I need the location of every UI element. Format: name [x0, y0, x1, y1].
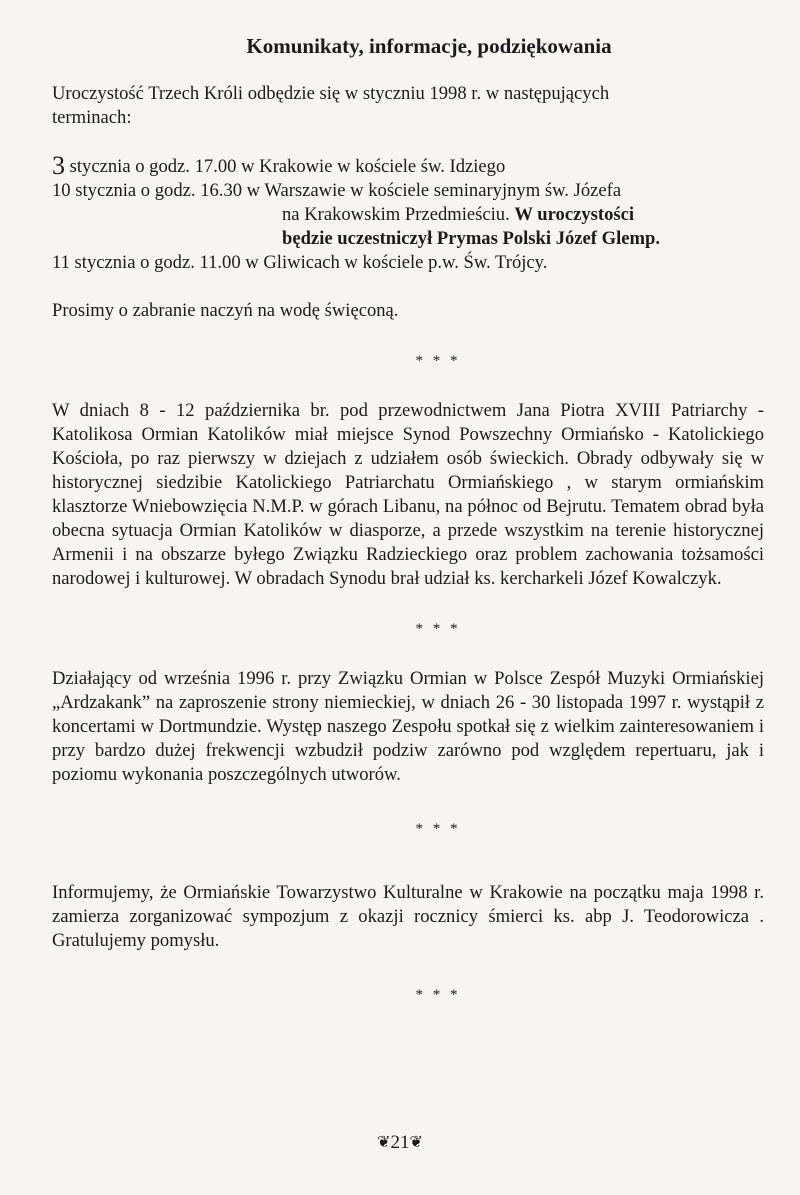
section-epiphany [52, 82, 764, 323]
separator-4: * * * [415, 987, 461, 1003]
entry-text: stycznia o godz. 17.00 w Krakowie w kościele św. Idziego [65, 156, 506, 177]
right-ornament-icon: ❦ [409, 1134, 423, 1151]
section-ensemble-text: Działający od września 1996 r. przy Związku Ormian w Polsce Zespół Muzyki Ormiańskiej „Ardzakank” na zaproszenie strony niemieckiej, w dniach 26 - 30 listopada 1997 r. wystąpił z koncertami w Dortmundzie. Występ naszego Zespołu spotkał się z wielkim zainteresowaniem i przy bardzo dużej frekwencji wzbudził podziw zarówno pod względem repertuaru, jak i poziomu wykonania poszczególnych utworów. [52, 668, 764, 785]
separator-2: * * * [415, 621, 461, 637]
schedule-entry-krakow [52, 151, 764, 180]
document-page [52, 34, 764, 1033]
schedule-entry-warszawa: 10 stycznia o godz. 16.30 w Warszawie w kościele seminaryjnym św. Józefa [52, 180, 622, 201]
schedule-entry-primate-note: będzie uczestniczył Prymas Polski Józef Glemp. [282, 228, 660, 249]
left-ornament-icon: ❦ [377, 1134, 391, 1151]
section-symposium-text: Informujemy, że Ormiańskie Towarzystwo Kulturalne w Krakowie na początku maja 1998 r. zamierza zorganizować sympozjum z okazji rocznicy śmierci ks. abp J. Teodorowicza . Gratulujemy pomysłu. [52, 882, 764, 951]
schedule-entry-warszawa-cont [52, 203, 764, 227]
section-synod-text: W dniach 8 - 12 października br. pod przewodnictwem Jana Piotra XVIII Patriarchy - Katolikosa Ormian Katolików miał miejsce Synod Powszechny Ormiańsko - Katolickiego Kościoła, po raz pierwszy w dziejach z udziałem osób świeckich. Obrady odbywały się w historycznej siedzibie Katolickiego Patriarchatu Ormiańskiego , w starym ormiańskim klasztorze Wniebowzięcia N.M.P. w górach Libanu, na północ od Bejrutu. Tematem obrad była obecna sytuacja Ormian Katolików w diasporze, a przede wszystkim na terenie historycznej Armenii i na obszarze byłego Związku Radzieckiego oraz problem zachowania tożsamości narodowej i kulturowej. W obradach Synodu brał udział ks. kercharkeli Józef Kowalczyk. [52, 400, 764, 589]
entry-cont-bold: W uroczystości [514, 204, 635, 225]
intro-line-2: terminach: [52, 107, 132, 128]
page-footer [0, 1132, 800, 1154]
separator-3: * * * [415, 821, 461, 837]
separator-1: * * * [415, 353, 461, 369]
schedule-entry-gliwice: 11 stycznia o godz. 11.00 w Gliwicach w kościele p.w. Św. Trójcy. [52, 252, 548, 273]
intro-line-1: Uroczystość Trzech Króli odbędzie się w styczniu 1998 r. w następujących [52, 83, 610, 104]
page-title: Komunikaty, informacje, podziękowania [246, 34, 612, 58]
page-number: 21 [390, 1132, 410, 1153]
entry-day-number: 3 [52, 151, 65, 180]
holy-water-request: Prosimy o zabranie naczyń na wodę święconą. [52, 300, 399, 321]
entry-cont-text: na Krakowskim Przedmieściu. [282, 204, 515, 225]
